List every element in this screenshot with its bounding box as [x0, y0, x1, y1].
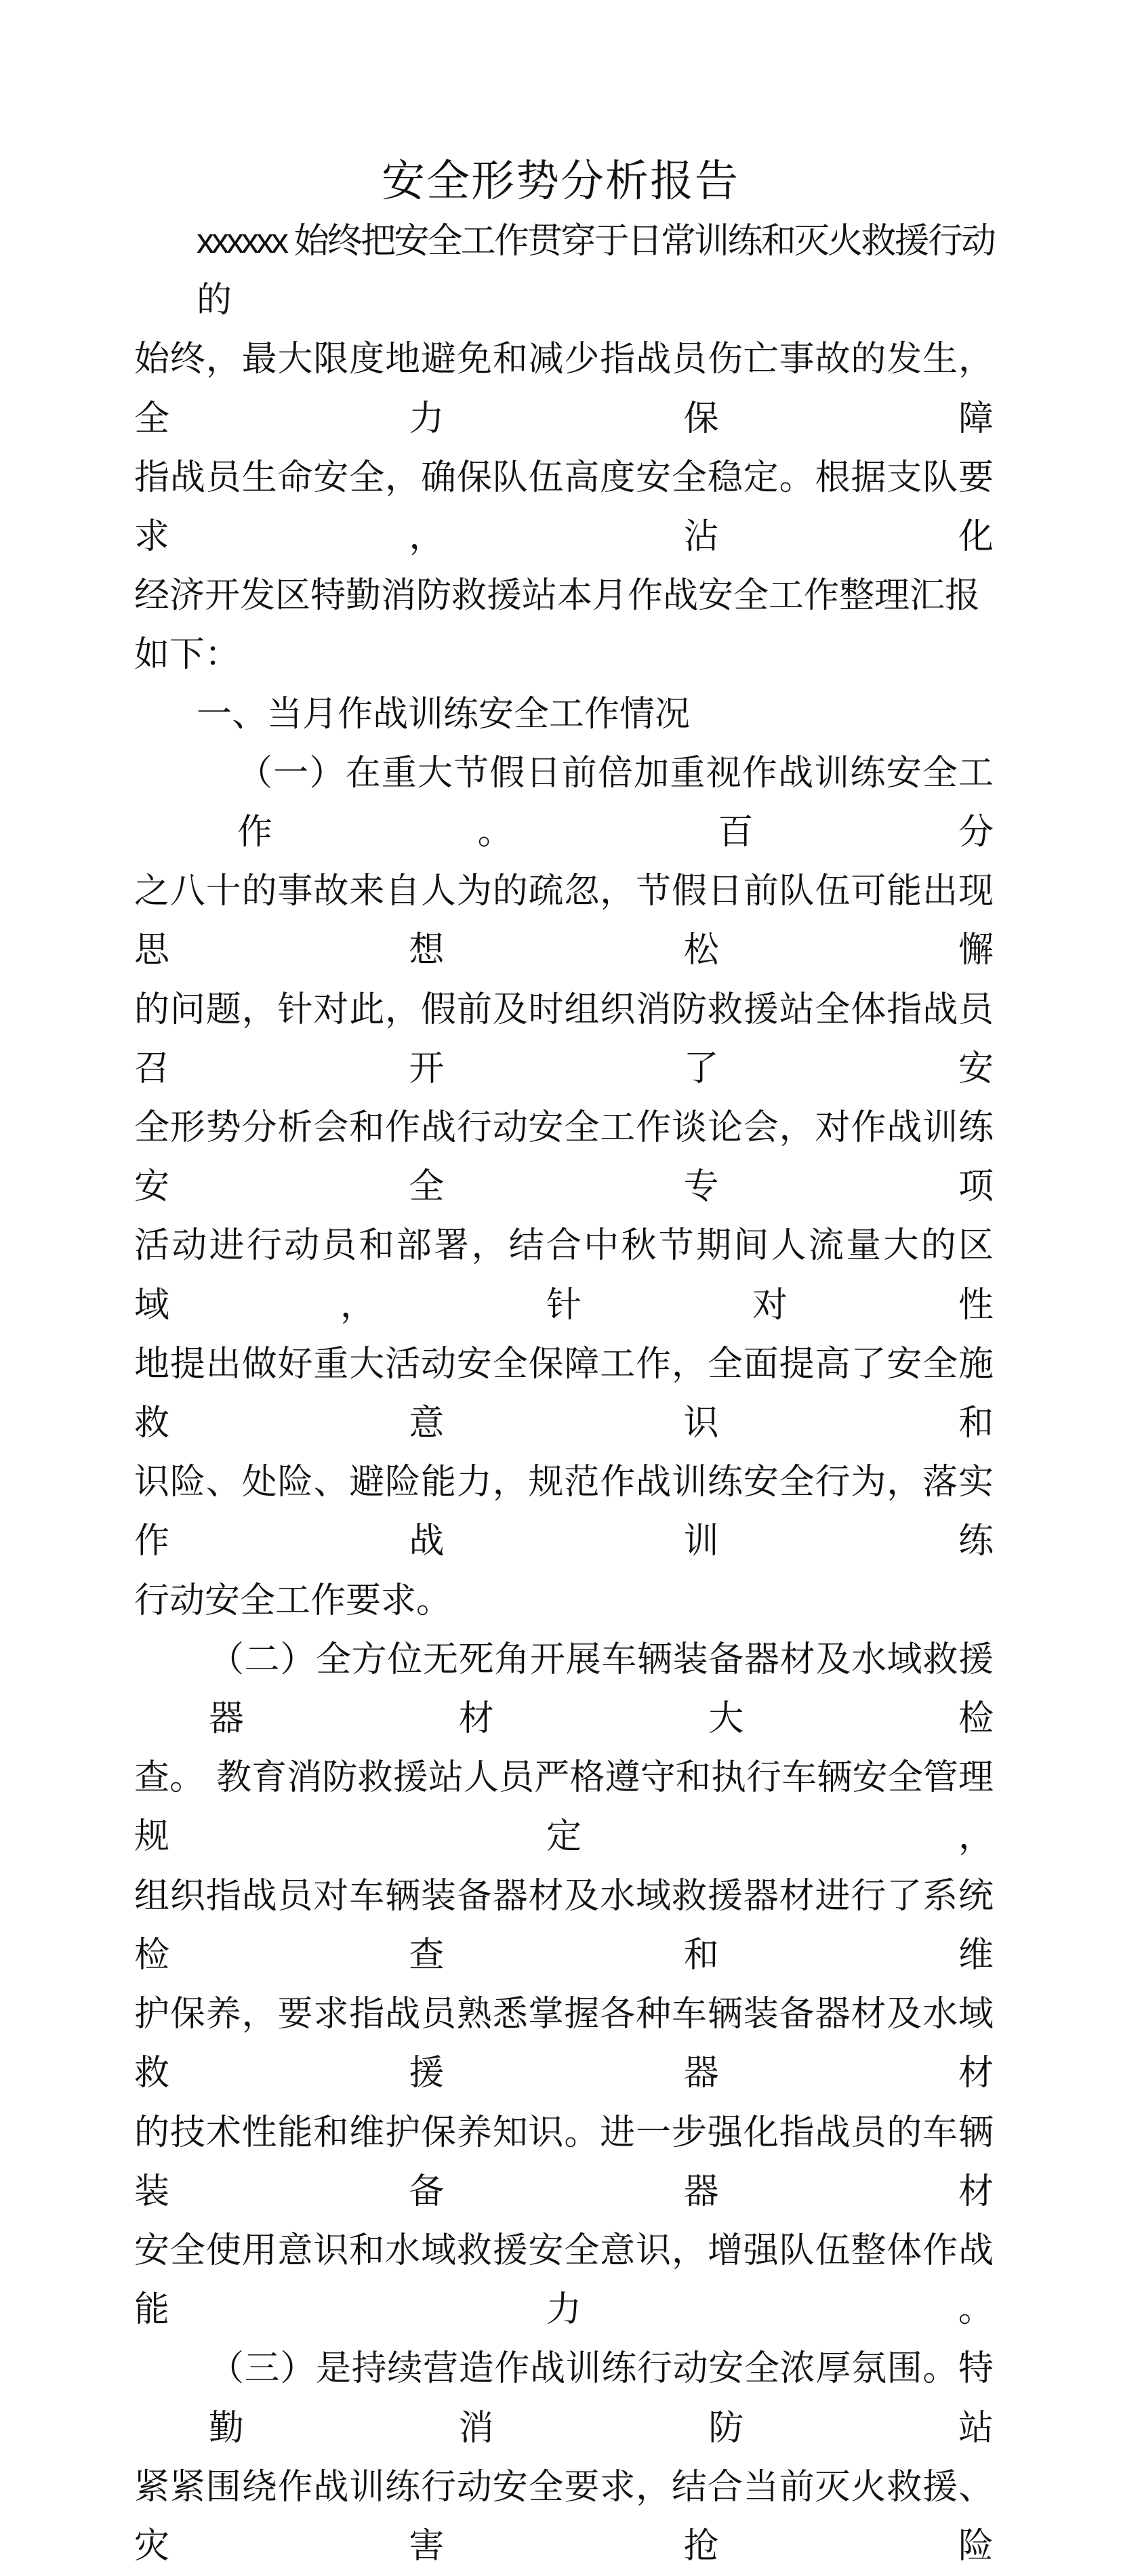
paragraph — [134, 2339, 994, 2576]
paragraph — [134, 212, 994, 685]
paragraph-line: 之八十的事故来自人为的疏忽，节假日前队伍可能出现思想松懈 — [134, 871, 994, 971]
paragraph-line: 行动安全工作要求。 — [134, 1580, 452, 1621]
paragraph-line: xxxxxx 始终把安全工作贯穿于日常训练和灭火救援行动的 — [197, 222, 994, 321]
paragraph-line: 识险、处险、避险能力，规范作战训练安全行为，落实作战训练 — [134, 1462, 994, 1562]
paragraph-line: 地提出做好重大活动安全保障工作，全面提高了安全施救意识和 — [134, 1343, 994, 1444]
section-heading: 一、当月作战训练安全工作情况 — [197, 693, 691, 735]
paragraph-line: （三）是持续营造作战训练行动安全浓厚氛围。特勤消防站 — [209, 2348, 994, 2449]
paragraph — [134, 1631, 994, 2339]
document-title: 安全形势分析报告 — [382, 157, 739, 207]
paragraph-line: 组织指战员对车辆装备器材及水域救援器材进行了系统检查和维 — [134, 1875, 994, 1976]
paragraph — [134, 685, 994, 744]
paragraph-line: （二）全方位无死角开展车辆装备器材及水域救援器材大检 — [209, 1639, 994, 1740]
document-body — [134, 212, 994, 2576]
paragraph-line: 活动进行动员和部署，结合中秋节期间人流量大的区域，针对性 — [134, 1225, 994, 1326]
paragraph-line: 始终，最大限度地避免和减少指战员伤亡事故的发生，全力保障 — [134, 339, 994, 439]
paragraph-line: 查。 教育消防救援站人员严格遵守和执行车辆安全管理规定， — [134, 1757, 994, 1858]
paragraph-line: （一）在重大节假日前倍加重视作战训练安全工作。百分 — [237, 752, 994, 853]
paragraph-line: 全形势分析会和作战行动安全工作谈论会，对作战训练安全专项 — [134, 1107, 994, 1208]
paragraph — [134, 744, 994, 1631]
paragraph-line: 指战员生命安全，确保队伍高度安全稳定。根据支队要求，沾化 — [134, 457, 994, 558]
paragraph-line: 护保养，要求指战员熟悉掌握各种车辆装备器材及水域救援器材 — [134, 1994, 994, 2094]
paragraph-line: 安全使用意识和水域救援安全意识，增强队伍整体作战能力。 — [134, 2230, 994, 2331]
paragraph-line: 的问题，针对此，假前及时组织消防救援站全体指战员召开了安 — [134, 989, 994, 1089]
paragraph-line: 的技术性能和维护保养知识。进一步强化指战员的车辆装备器材 — [134, 2112, 994, 2212]
paragraph-line: 经济开发区特勤消防救援站本月作战安全工作整理汇报如下： — [134, 575, 981, 676]
paragraph-line: 紧紧围绕作战训练行动安全要求，结合当前灭火救援、灾害抢险 — [134, 2466, 994, 2567]
